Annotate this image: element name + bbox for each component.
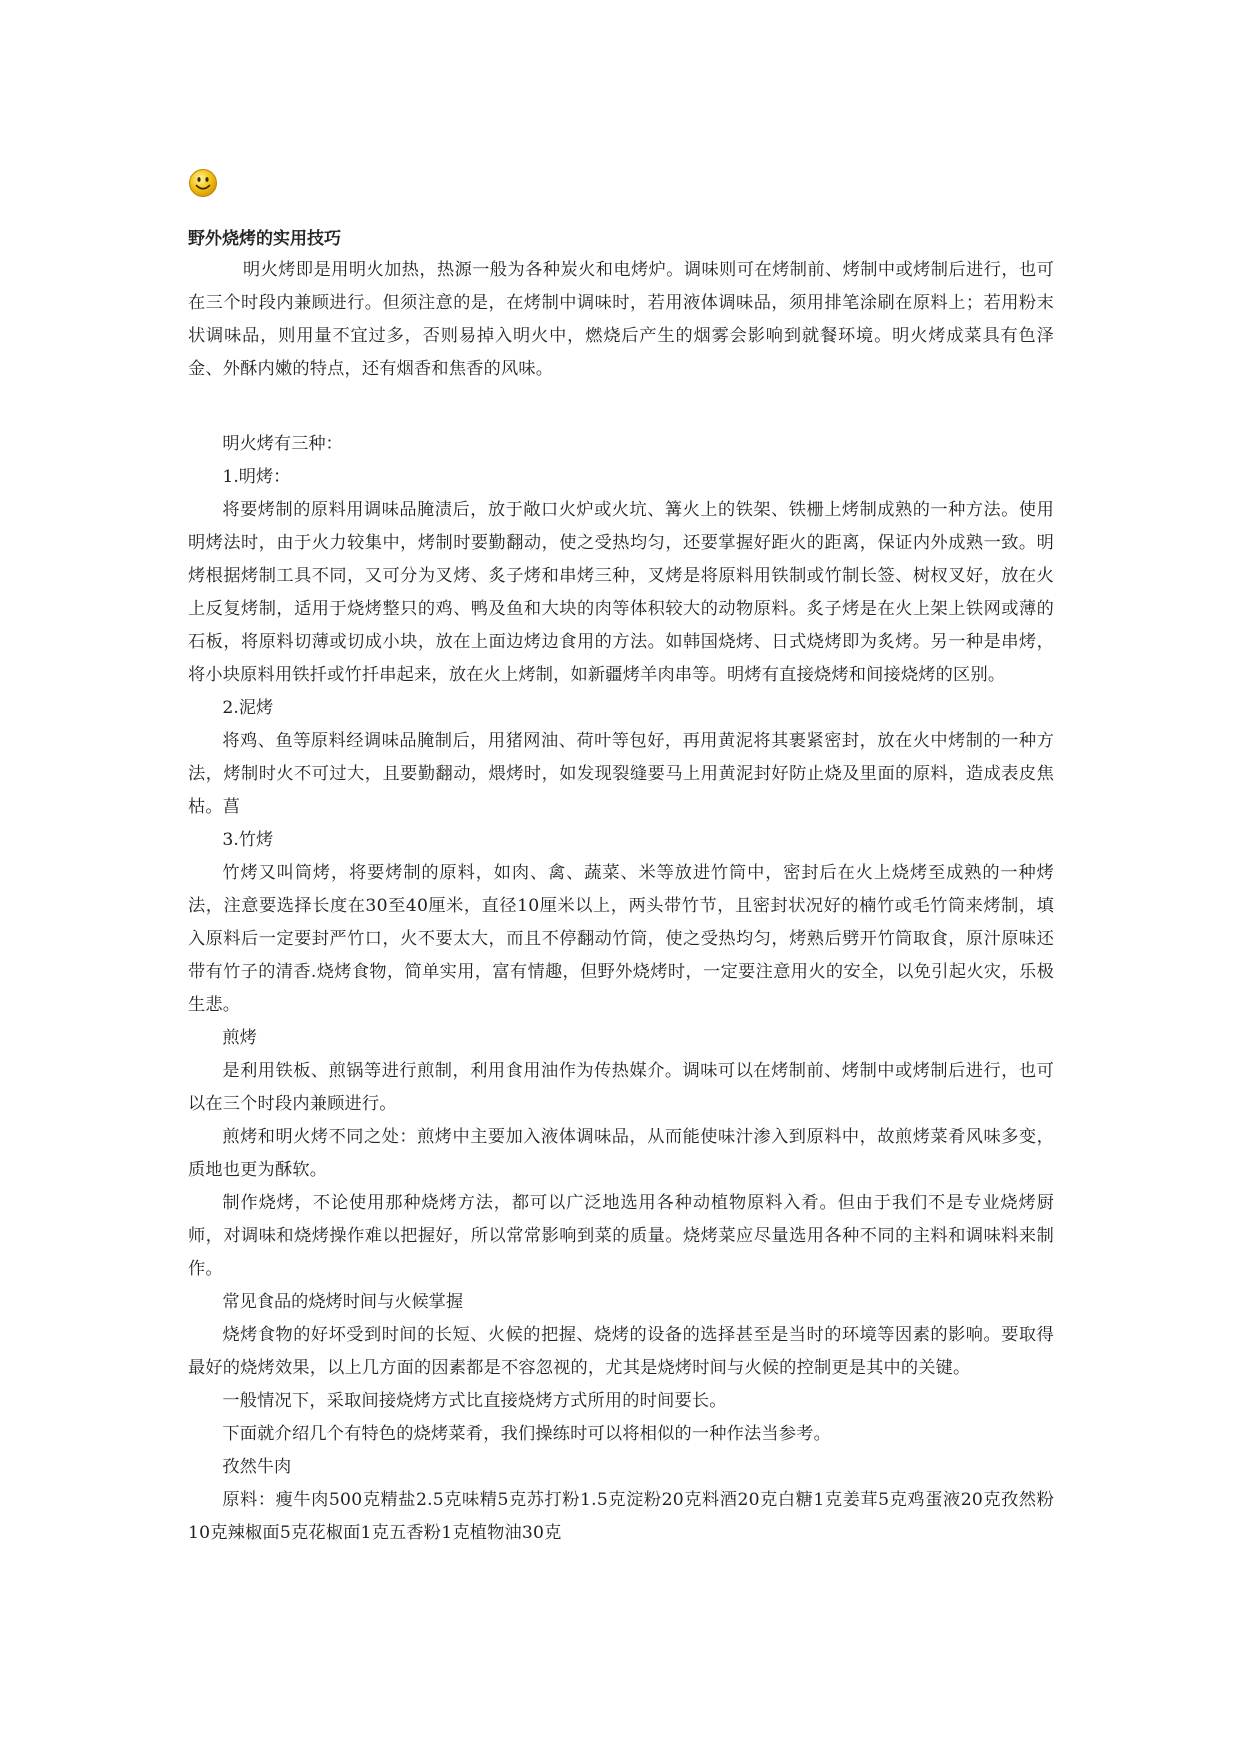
- paragraph-making-bbq: 制作烧烤，不论使用那种烧烤方法，都可以广泛地选用各种动植物原料入肴。但由于我们不是专业烧烤厨师，对调味和烧烤操作难以把握好，所以常常影响到菜的质量。烧烤菜应尽量选用各种不同的主料和调味料来制作。: [188, 1193, 1054, 1279]
- paragraph-bamboo-roast: 竹烤又叫筒烤，将要烤制的原料，如肉、禽、蔬菜、米等放进竹筒中，密封后在火上烧烤至成熟的一种烤法，注意要选择长度在30至40厘米，直径10厘米以上，两头带竹节，且密封状况好的楠竹或毛竹筒来烤制，填入原料后一定要封严竹口，火不要太大，而且不停翻动竹筒，使之受热均匀，烤熟后劈开竹筒取食，原汁原味还带有竹子的清香.烧烤食物，简单实用，富有情趣，但野外烧烤时，一定要注意用火的安全，以免引起火灾，乐极生悲。: [188, 863, 1054, 1015]
- paragraph-cumin-beef-ingredients: 原料：瘦牛肉500克精盐2.5克味精5克苏打粉1.5克淀粉20克料酒20克白糖1克姜茸5克鸡蛋液20克孜然粉10克辣椒面5克花椒面1克五香粉1克植物油30克: [188, 1490, 1054, 1543]
- article-body: [188, 224, 1054, 1550]
- paragraph-open-roast: 将要烤制的原料用调味品腌渍后，放于敞口火炉或火坑、篝火上的铁架、铁栅上烤制成熟的一种方法。使用明烤法时，由于火力较集中，烤制时要勤翻动，使之受热均匀，还要掌握好距火的距离，保证内外成熟一致。明烤根据烤制工具不同，又可分为叉烤、炙子烤和串烤三种，叉烤是将原料用铁制或竹制长签、树杈叉好，放在火上反复烤制，适用于烧烤整只的鸡、鸭及鱼和大块的肉等体积较大的动物原料。炙子烤是在火上架上铁网或薄的石板，将原料切薄或切成小块，放在上面边烤边食用的方法。如韩国烧烤、日式烧烤即为炙烤。另一种是串烤，将小块原料用铁扦或竹扦串起来，放在火上烤制，如新疆烤羊肉串等。明烤有直接烧烤和间接烧烤的区别。: [188, 500, 1054, 685]
- paragraph-pan-vs-open: 煎烤和明火烤不同之处：煎烤中主要加入液体调味品，从而能使味汁渗入到原料中，故煎烤菜肴风味多变，质地也更为酥软。: [188, 1127, 1054, 1180]
- paragraph-indirect: 一般情况下，采取间接烧烤方式比直接烧烤方式所用的时间要长。: [222, 1391, 727, 1411]
- paragraph-timing: 烧烤食物的好坏受到时间的长短、火候的把握、烧烤的设备的选择甚至是当时的环境等因素的影响。要取得最好的烧烤效果，以上几方面的因素都是不容忽视的，尤其是烧烤时间与火候的控制更是其中的关键。: [188, 1325, 1054, 1378]
- section-intro-three-kinds: 明火烤有三种：: [222, 434, 343, 454]
- intro-paragraph: 明火烤即是用明火加热，热源一般为各种炭火和电烤炉。调味则可在烤制前、烤制中或烤制后进行，也可在三个时段内兼顾进行。但须注意的是，在烤制中调味时，若用液体调味品，须用排笔涂刷在原料上；若用粉末状调味品，则用量不宜过多，否则易掉入明火中，燃烧后产生的烟雾会影响到就餐环境。明火烤成菜具有色泽金、外酥内嫩的特点，还有烟香和焦香的风味。: [188, 260, 1054, 379]
- paragraph-recipes-intro: 下面就介绍几个有特色的烧烤菜肴，我们操练时可以将相似的一种作法当参考。: [222, 1424, 831, 1444]
- heading-clay-roast: 2.泥烤: [222, 698, 274, 718]
- heading-cumin-beef: 孜然牛肉: [222, 1457, 292, 1477]
- paragraph-clay-roast: 将鸡、鱼等原料经调味品腌制后，用猪网油、荷叶等包好，再用黄泥将其裹紧密封，放在火中烤制的一种方法，烤制时火不可过大，且要勤翻动，煨烤时，如发现裂缝要马上用黄泥封好防止烧及里面的原料，造成表皮焦枯。菖: [188, 731, 1054, 817]
- heading-bamboo-roast: 3.竹烤: [222, 830, 274, 850]
- paragraph-pan-roast: 是利用铁板、煎锅等进行煎制，利用食用油作为传热媒介。调味可以在烤制前、烤制中或烤制后进行，也可以在三个时段内兼顾进行。: [188, 1061, 1054, 1114]
- heading-pan-roast: 煎烤: [222, 1028, 257, 1048]
- heading-open-roast: 1.明烤：: [222, 467, 291, 487]
- article-title: 野外烧烤的实用技巧: [188, 229, 341, 249]
- blank-line: [188, 386, 1054, 428]
- smiley-face-icon: [188, 168, 218, 198]
- heading-timing: 常见食品的烧烤时间与火候掌握: [222, 1292, 464, 1312]
